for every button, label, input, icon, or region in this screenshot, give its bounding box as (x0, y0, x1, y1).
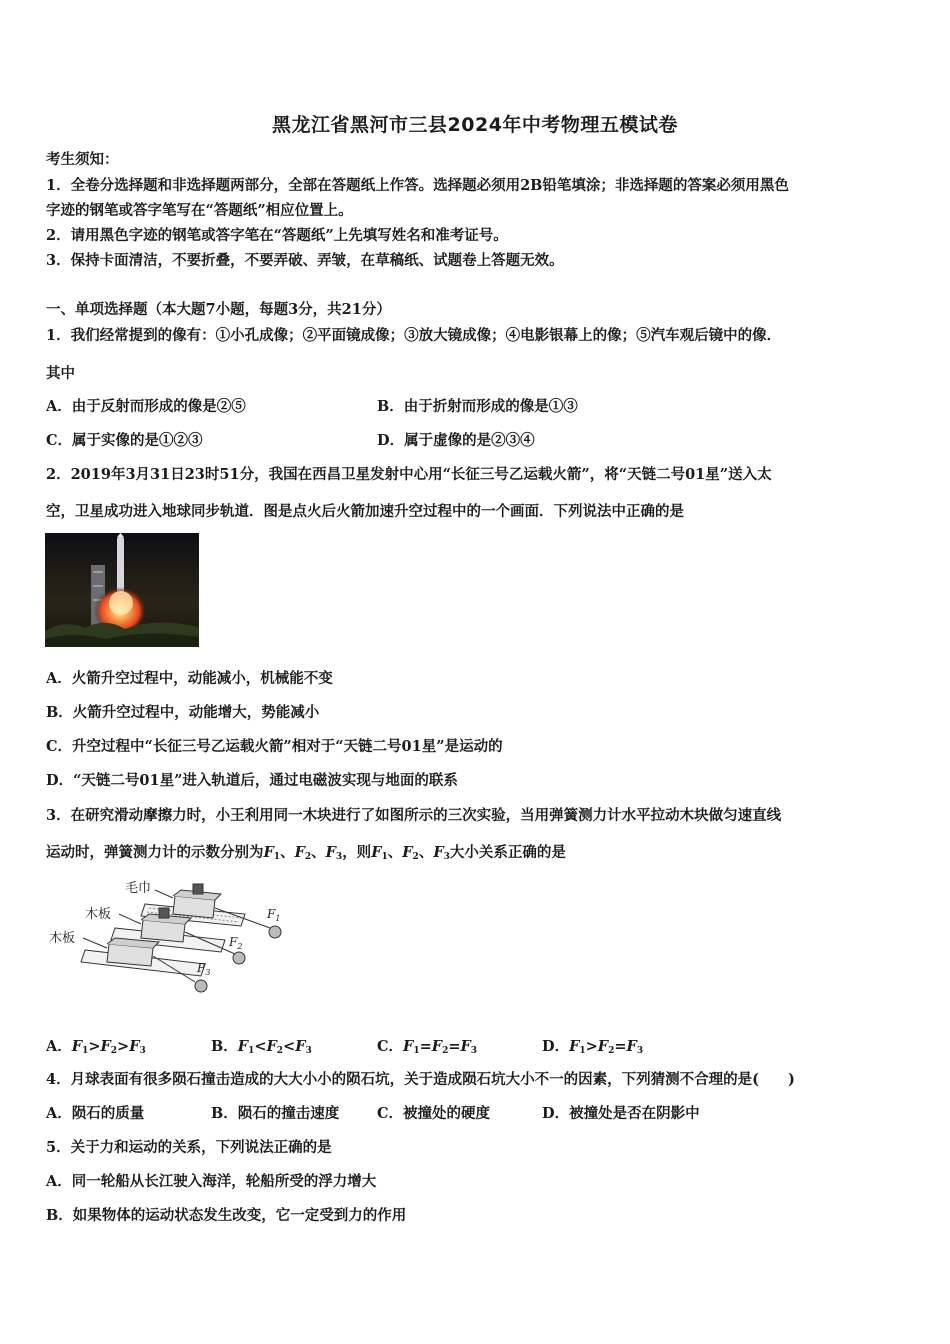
notice-item-1-cont: 字迹的钢笔或答字笔写在“答题纸”相应位置上。 (46, 202, 353, 219)
q5-stem: 5．关于力和运动的关系，下列说法正确的是 (46, 1139, 332, 1156)
q1-stem-cont: 其中 (46, 365, 75, 382)
weight-2 (159, 908, 169, 918)
q1-option-d: D．属于虚像的是②③④ (377, 432, 535, 449)
hand-2 (233, 952, 245, 964)
q3-stem: 3．在研究滑动摩擦力时，小王利用同一木块进行了如图所示的三次实验，当用弹簧测力计水平拉动木块做匀速直线 (46, 807, 782, 824)
q2-option-b: B．火箭升空过程中，动能增大，势能减小 (46, 704, 320, 721)
q4-option-c: C．被撞处的硬度 (377, 1105, 491, 1122)
q5-option-b: B．如果物体的运动状态发生改变，它一定受到力的作用 (46, 1207, 407, 1224)
hand-1 (269, 926, 281, 938)
label-towel: 毛巾 (125, 881, 152, 896)
q4-stem: 4．月球表面有很多陨石撞击造成的大大小小的陨石坑，关于造成陨石坑大小不一的因素，下列猜测不合理的是( ) (46, 1071, 795, 1088)
q5-option-a: A．同一轮船从长江驶入海洋，轮船所受的浮力增大 (46, 1173, 377, 1190)
notice-item-3: 3．保持卡面清洁，不要折叠，不要弄破、弄皱，在草稿纸、试题卷上答题无效。 (46, 252, 564, 269)
q2-stem-cont: 空，卫星成功进入地球同步轨道．图是点火后火箭加速升空过程中的一个画面．下列说法中正确的是 (46, 503, 684, 520)
hand-3 (195, 980, 207, 992)
section-heading: 一、单项选择题（本大题7小题，每题3分，共21分） (46, 301, 391, 318)
q4-option-a: A．陨石的质量 (46, 1105, 145, 1122)
exam-title: 黑龙江省黑河市三县2024年中考物理五模试卷 (272, 114, 678, 136)
label-f3: $F_3$ (197, 961, 211, 977)
q4-option-d: D．被撞处是否在阴影中 (542, 1105, 700, 1122)
rocket-launch-image (45, 533, 199, 647)
weight-1 (193, 884, 203, 894)
q2-stem: 2．2019年3月31日23时51分，我国在西昌卫星发射中心用“长征三号乙运载火箭”，将“天链二号01星”送入太 (46, 466, 772, 483)
label-f1: $F_1$ (267, 907, 281, 923)
q4-option-b: B．陨石的撞击速度 (211, 1105, 340, 1122)
notice-item-1: 1．全卷分选择题和非选择题两部分，全部在答题纸上作答。选择题必须用2B铅笔填涂；非选择题的答案必须用黑色 (46, 177, 789, 194)
q3-stem-cont: 运动时，弹簧测力计的示数分别为$F_1$、$F_2$、$F_3$，则$F_1$、$F_2$、$F_3$大小关系正确的是 (46, 844, 566, 862)
q2-option-a: A．火箭升空过程中，动能减小，机械能不变 (46, 670, 333, 687)
notice-heading: 考生须知： (46, 151, 119, 168)
label-f2: $F_2$ (229, 935, 243, 951)
notice-item-2: 2．请用黑色字迹的钢笔或答字笔在“答题纸”上先填写姓名和准考证号。 (46, 227, 508, 244)
q3-option-c: C．$F_1=F_2=F_3$ (377, 1038, 478, 1056)
friction-experiment-diagram (45, 878, 295, 1003)
q3-option-d: D．$F_1>F_2=F_3$ (542, 1038, 644, 1056)
q2-option-c: C．升空过程中“长征三号乙运载火箭”相对于“天链二号01星”是运动的 (46, 738, 503, 755)
q1-option-b: B．由于折射而形成的像是①③ (377, 398, 578, 415)
label-board-2: 木板 (49, 931, 76, 946)
q1-stem: 1．我们经常提到的像有：①小孔成像；②平面镜成像；③放大镜成像；④电影银幕上的像；⑤汽车观后镜中的像． (46, 327, 782, 344)
q1-option-a: A．由于反射而形成的像是②⑤ (46, 398, 246, 415)
q1-option-c: C．属于实像的是①②③ (46, 432, 203, 449)
q2-option-d: D．“天链二号01星”进入轨道后，通过电磁波实现与地面的联系 (46, 772, 458, 789)
label-board-1: 木板 (85, 907, 112, 922)
q3-option-b: B．$F_1<F_2<F_3$ (211, 1038, 312, 1056)
q3-option-a: A．$F_1>F_2>F_3$ (46, 1038, 146, 1056)
